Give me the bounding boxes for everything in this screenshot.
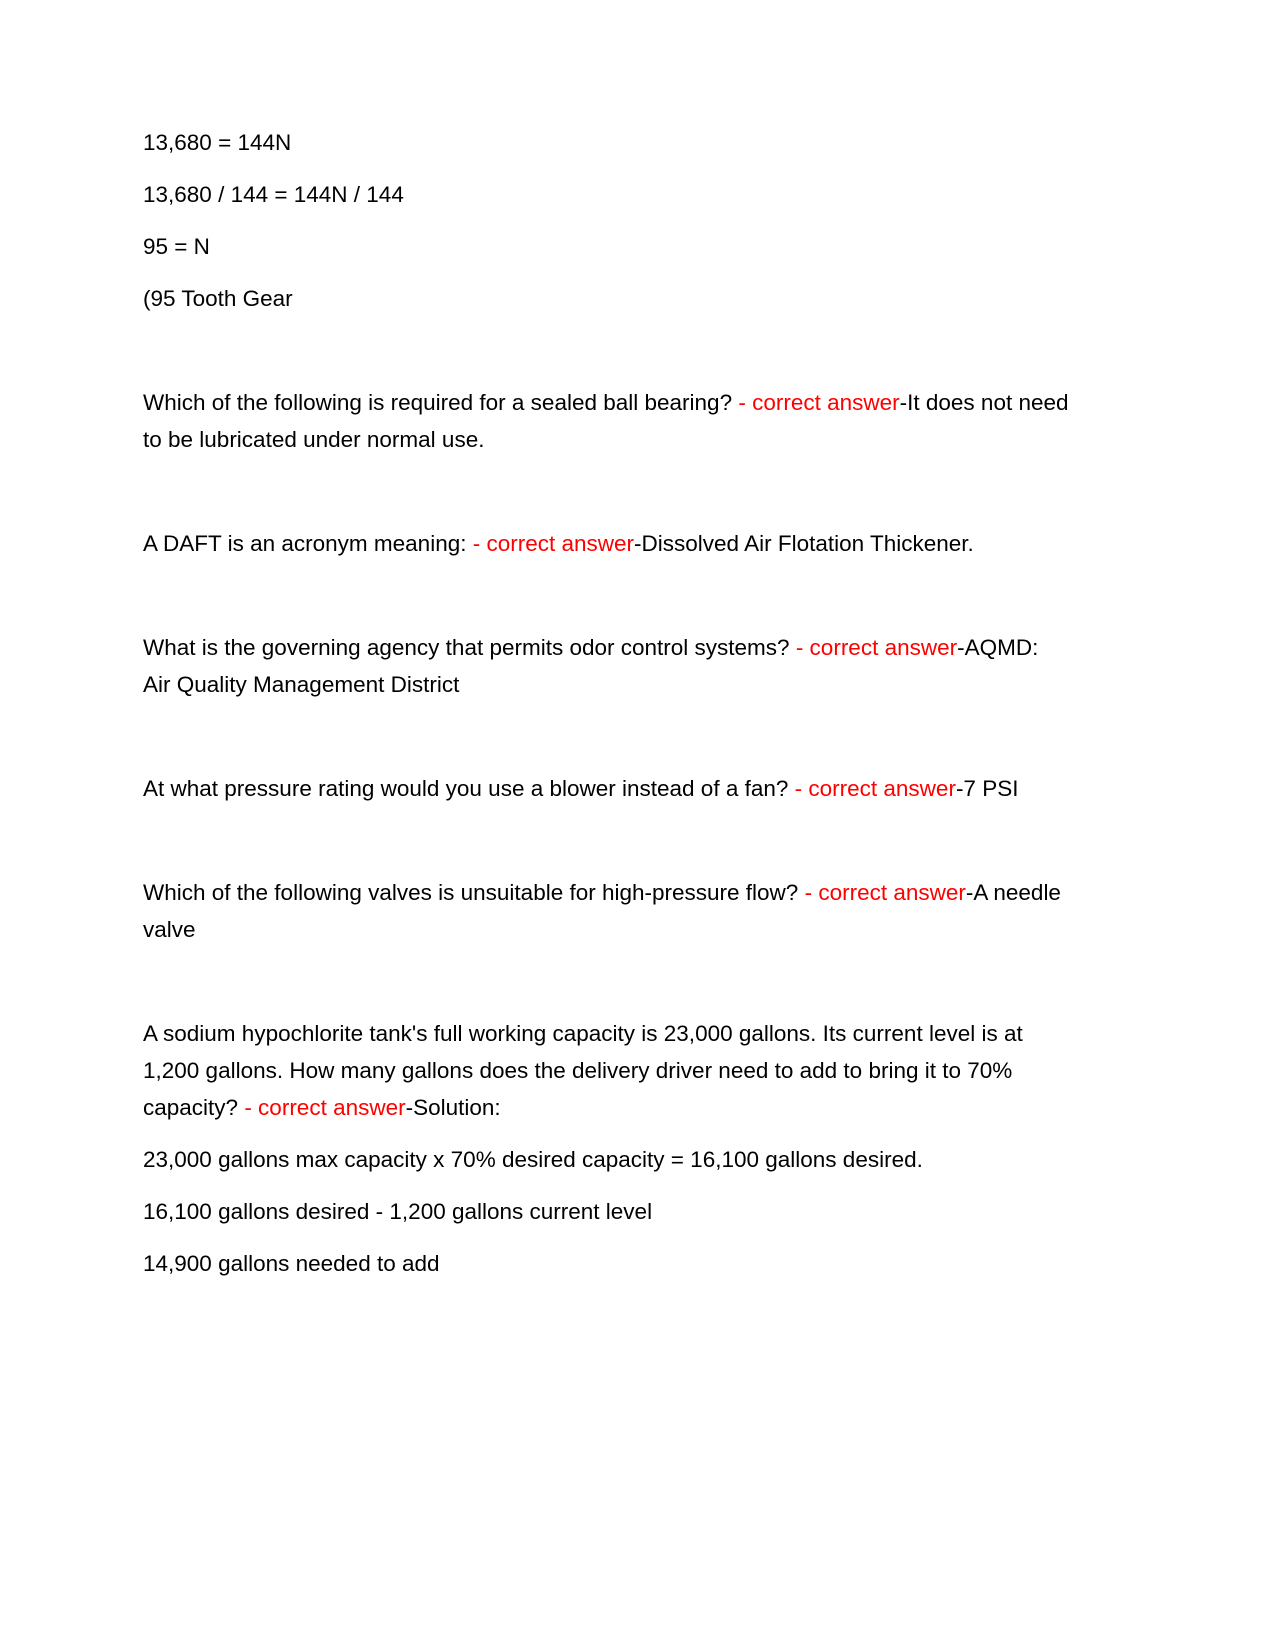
text-segment: Which of the following valves is unsuitable for high-pressure flow? [143,880,805,905]
paragraph [143,280,1070,317]
paragraph [143,176,1070,213]
text-segment: -7 PSI [955,776,1019,801]
text-segment: A DAFT is an acronym meaning: [143,531,473,556]
paragraph [143,770,1070,807]
blank-line [143,473,1070,510]
text-segment: 23,000 gallons max capacity x 70% desired capacity = 16,100 gallons desired. [143,1147,923,1172]
document-content [143,124,1070,1297]
paragraph [143,1015,1070,1126]
blank-line [143,963,1070,1000]
paragraph [143,1141,1070,1178]
blank-line [143,577,1070,614]
text-segment: At what pressure rating would you use a blower instead of a fan? [143,776,795,801]
text-segment: -Dissolved Air Flotation Thickener. [634,531,974,556]
text-segment: -It does not need to be lubricated under normal use. [143,390,1069,452]
correct-answer-marker: - correct answer [738,390,900,415]
blank-line [143,332,1070,369]
paragraph [143,228,1070,265]
correct-answer-marker: - correct answer [244,1095,406,1120]
text-segment: What is the governing agency that permits odor control systems? [143,635,796,660]
correct-answer-marker: - correct answer [804,880,966,905]
correct-answer-marker: - correct answer [794,776,956,801]
blank-line [143,822,1070,859]
paragraph [143,1193,1070,1230]
text-segment: 13,680 = 144N [143,130,292,155]
text-segment: A sodium hypochlorite tank's full working capacity is 23,000 gallons. Its current level is at 1,200 gallons. How many gallons does the delivery driver need to add to bring it to 70% capacity? [143,1021,1023,1120]
correct-answer-marker: - correct answer [472,531,635,556]
paragraph [143,384,1070,458]
text-segment: 16,100 gallons desired - 1,200 gallons current level [143,1199,653,1224]
paragraph [143,1245,1070,1282]
paragraph [143,874,1070,948]
text-segment: (95 Tooth Gear [143,286,293,311]
text-segment: Which of the following is required for a sealed ball bearing? [143,390,739,415]
blank-line [143,718,1070,755]
paragraph [143,629,1070,703]
text-segment: -AQMD: Air Quality Management District [143,635,1039,697]
text-segment: 14,900 gallons needed to add [143,1251,440,1276]
text-segment: -Solution: [405,1095,501,1120]
text-segment: 13,680 / 144 = 144N / 144 [143,182,404,207]
text-segment: 95 = N [143,234,210,259]
text-segment: -A needle valve [143,880,1061,942]
correct-answer-marker: - correct answer [795,635,958,660]
paragraph [143,525,1070,562]
paragraph [143,124,1070,161]
